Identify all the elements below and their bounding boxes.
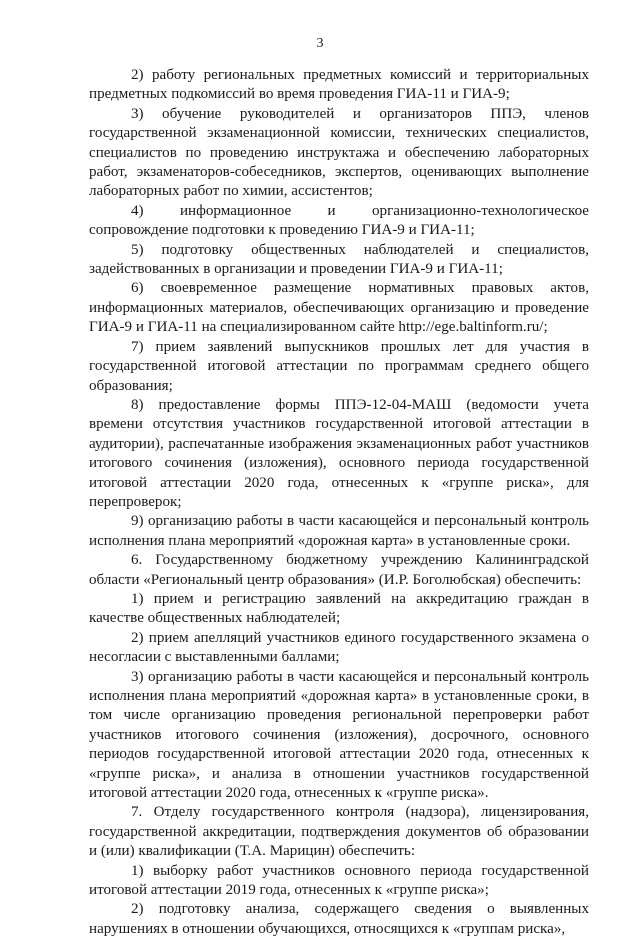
paragraph: 5) подготовку общественных наблюдателей и специалистов, задействованных в организации и проведении ГИА-9 и ГИА-11; — [89, 241, 589, 278]
paragraph: 8) предоставление формы ППЭ-12-04-МАШ (ведомости учета времени отсутствия участников государственной итоговой аттестации в аудитории), распечатанные изображения экзаменационных работ участников итогового сочинения (изложения), основного периода государственной итоговой аттестации 2020 года, отнесенных к «группе риска», для перепроверок; — [89, 396, 589, 510]
paragraph: 1) прием и регистрацию заявлений на аккредитацию граждан в качестве общественных наблюдателей; — [89, 590, 589, 627]
paragraph: 6) своевременное размещение нормативных правовых актов, информационных материалов, обеспечивающих организацию и проведение ГИА-9 и ГИА-11 на специализированном сайте http://ege.baltinform.ru/; — [89, 280, 589, 336]
paragraph: 3) обучение руководителей и организаторов ППЭ, членов государственной экзаменационной комиссии, технических специалистов, специалистов по проведению инструктажа и обеспечению лабораторных работ, экзаменаторов-собеседников, экспертов, оценивающих выполнение лабораторных работ по химии, ассистентов; — [89, 105, 589, 200]
paragraph: 2) работу региональных предметных комиссий и территориальных предметных подкомиссий во время проведения ГИА-11 и ГИА-9; — [89, 67, 589, 103]
paragraph: 9) организацию работы в части касающейся и персональный контроль исполнения плана мероприятий «дорожная карта» в установленные сроки. — [89, 513, 589, 549]
paragraph: 2) прием апелляций участников единого государственного экзамена о несогласии с выставленными баллами; — [89, 629, 589, 666]
paragraph: 7. Отделу государственного контроля (надзора), лицензирования, государственной аккредитации, подтверждения документов об образовании и (или) квалификации (Т.А. Марицин) обеспечить: — [89, 804, 589, 860]
paragraph: 1) выборку работ участников основного периода государственной итоговой аттестации 2019 года, отнесенных к «группе риска»; — [89, 862, 589, 899]
paragraph: 3) организацию работы в части касающейся и персональный контроль исполнения плана мероприятий «дорожная карта» в установленные сроки, в том числе организацию проведения региональной перепроверки работ участников итогового сочинения (изложения), досрочного, основного периодов государственной итоговой аттестации 2020 года, отнесенных к «группе риска», и анализа в отношении участников государственной итоговой аттестации 2020 года, отнесенных к «группе риска». — [89, 668, 589, 802]
paragraph: 4) информационное и организационно-технологическое сопровождение подготовки к проведению ГИА-9 и ГИА-11; — [89, 202, 589, 239]
paragraph: 7) прием заявлений выпускников прошлых лет для участия в государственной итоговой аттестации по программам среднего общего образования; — [89, 338, 589, 394]
page-number: 3 — [316, 36, 324, 51]
document-body — [89, 66, 589, 939]
paragraph: 6. Государственному бюджетному учреждению Калининградской области «Региональный центр образования» (И.Р. Боголюбская) обеспечить: — [89, 552, 589, 588]
paragraph: 2) подготовку анализа, содержащего сведения о выявленных нарушениях в отношении обучающихся, относящихся к «группам риска», — [89, 901, 589, 937]
